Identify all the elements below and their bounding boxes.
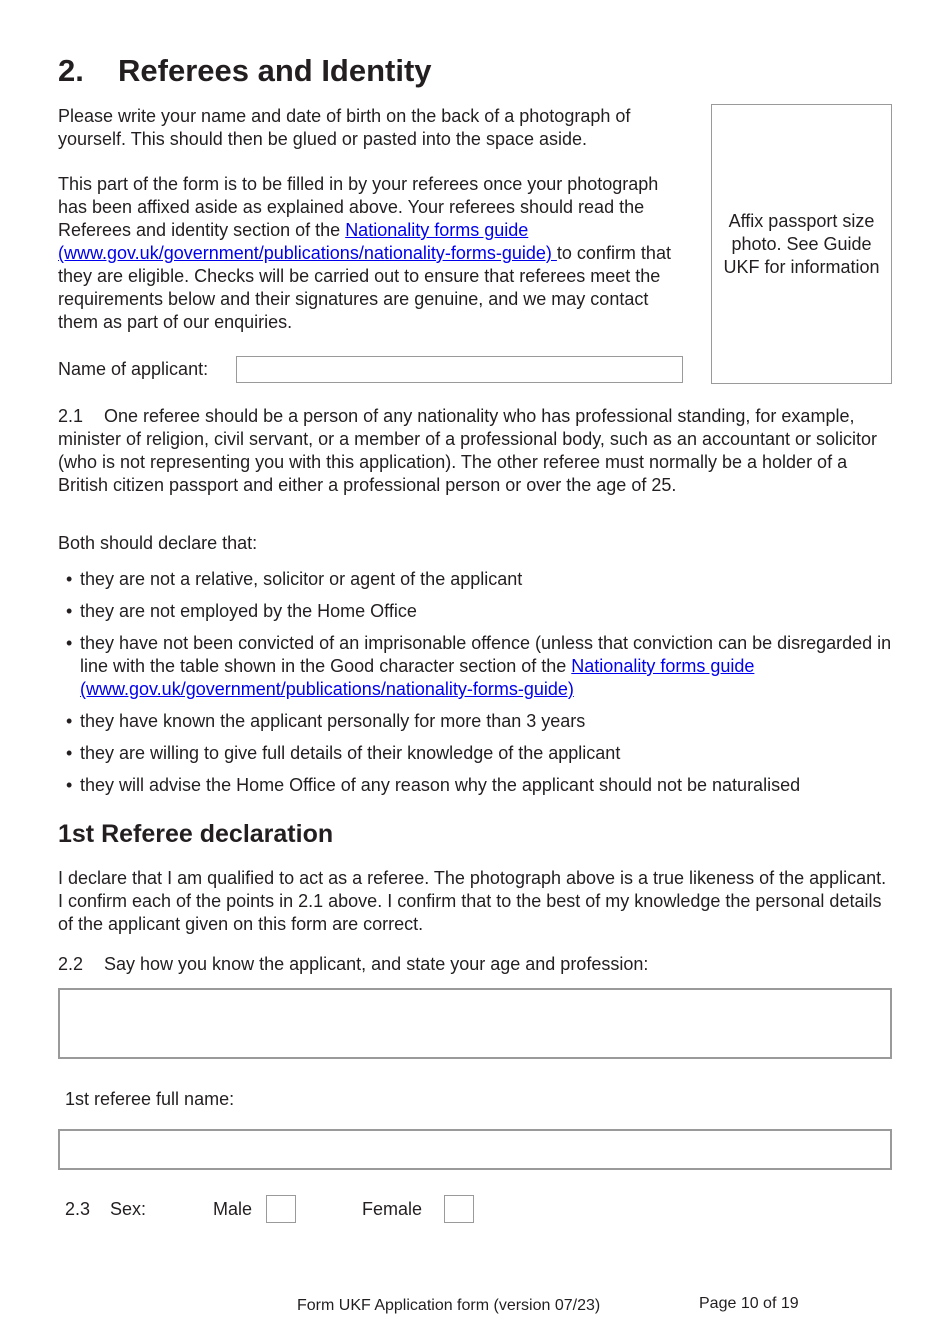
question-2-1 xyxy=(58,405,888,497)
section-number: 2. xyxy=(58,53,84,88)
question-2-1-number: 2.1 xyxy=(58,406,84,426)
referee1-relationship-field[interactable] xyxy=(58,988,892,1059)
referee1-heading: 1st Referee declaration xyxy=(58,820,334,848)
question-2-2-number: 2.2 xyxy=(58,954,84,974)
nationality-guide-link-2[interactable]: Nationality forms guide (www.gov.uk/government/publications/nationality-forms-guide) xyxy=(80,656,755,699)
intro-paragraph-2-end: to confirm that they are eligible. Checks will be carried out to ensure that referees meet the requirements below and their signatures are genuine, and we may contact them as part of our enquiries. xyxy=(58,243,671,332)
intro-paragraph-1: Please write your name and date of birth on the back of a photograph of yourself. This should then be glued or pasted into the space aside. xyxy=(58,106,631,149)
male-checkbox[interactable] xyxy=(266,1195,296,1223)
list-item: • they are not employed by the Home Office xyxy=(62,600,892,623)
referee1-declaration: I declare that I am qualified to act as a referee. The photograph above is a true likeness of the applicant. I confirm each of the points in 2.1 above. I confirm that to the best of my knowledge the personal details of the applicant given on this form are correct. xyxy=(58,868,887,934)
intro-paragraph-2-start: This part of the form is to be filled in by your referees once your photograph has been affixed aside as explained above. Your referees should read the Referees and identity section of the xyxy=(58,174,659,240)
section-title: Referees and Identity xyxy=(118,53,432,88)
nationality-guide-link[interactable]: Nationality forms guide (www.gov.uk/government/publications/nationality-forms-guide) xyxy=(58,220,557,263)
question-2-2-text: Say how you know the applicant, and state your age and profession: xyxy=(104,954,649,974)
referee1-fullname-field[interactable] xyxy=(58,1129,892,1170)
list-item: • they have known the applicant personally for more than 3 years xyxy=(62,710,892,733)
list-item: • they are not a relative, solicitor or agent of the applicant xyxy=(62,568,892,591)
applicant-name-label: Name of applicant: xyxy=(58,359,209,379)
intro-paragraph-2 xyxy=(58,173,678,334)
question-2-2 xyxy=(58,953,890,976)
female-checkbox[interactable] xyxy=(444,1195,474,1223)
footer-page-number: Page 10 of 19 xyxy=(699,1295,799,1312)
footer-form-name: Form UKF Application form (version 07/23) xyxy=(297,1297,601,1314)
declare-intro: Both should declare that: xyxy=(58,533,258,553)
sex-label: Sex: xyxy=(110,1199,147,1219)
referee-requirements-list xyxy=(62,568,892,806)
list-item: • they are willing to give full details of their knowledge of the applicant xyxy=(62,742,892,765)
referee1-fullname-label: 1st referee full name: xyxy=(65,1089,235,1109)
female-label: Female xyxy=(362,1199,423,1219)
list-item: • they will advise the Home Office of any reason why the applicant should not be naturalised xyxy=(62,774,892,797)
question-2-3-number: 2.3 xyxy=(65,1199,91,1219)
male-label: Male xyxy=(213,1199,253,1219)
section-heading xyxy=(58,52,432,90)
passport-photo-instructions: Affix passport size photo. See Guide UKF for information xyxy=(723,210,880,277)
question-2-1-text: One referee should be a person of any nationality who has professional standing, for example, minister of religion, civil servant, or a member of a professional body, such as an accountant or solicitor (who is not representing you with this application). The other referee must normally be a holder of a British citizen passport and either a professional person or over the age of 25. xyxy=(58,406,878,495)
applicant-name-field[interactable] xyxy=(236,356,683,383)
list-item: • they have not been convicted of an imprisonable offence (unless that conviction can be disregarded in line with the table shown in the Good character section of the Nationality forms guide (www.gov.uk/government/publications/nationality-forms-guide) xyxy=(62,632,892,701)
passport-photo-box[interactable] xyxy=(711,104,892,384)
